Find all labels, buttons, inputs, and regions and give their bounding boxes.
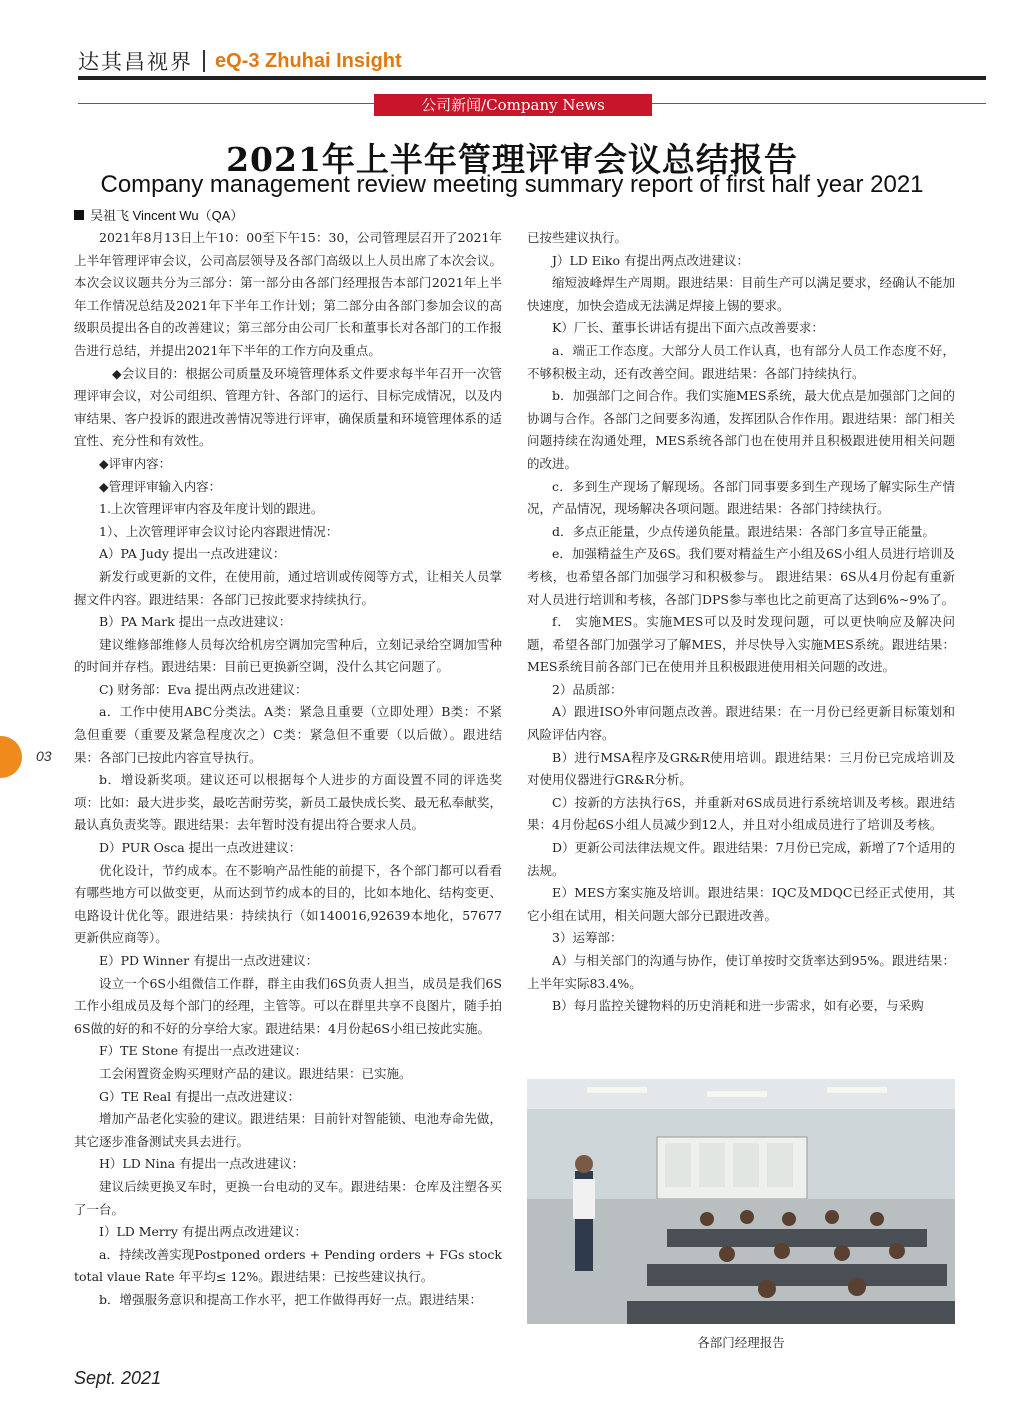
meeting-photo [527,1079,955,1324]
paragraph: c．多到生产现场了解现场。各部门同事要多到生产现场了解实际生产情况，产品情况，现场解决各项问题。跟进结果：各部门持续执行。 [527,478,955,517]
brand-separator [203,50,205,72]
paragraph: b．加强部门之间合作。我们实施MES系统，最大优点是加强部门之间的协调与合作。各部门之间要多沟通，发挥团队合作作用。跟进结果：部门相关问题持续在沟通处理，MES系统各部门也在使用并且积极跟进使用相关问题的改进。 [527,388,955,471]
footer-date: Sept. 2021 [74,1368,162,1388]
paragraph: 1）、上次管理评审会议讨论内容跟进情况： [99,523,339,539]
paragraph: e．加强精益生产及6S。我们要对精益生产小组及6S小组人员进行培训及考核，也希望各部门加强学习和积极参与。 跟进结果：6S从4月份起有重新对人员进行培训和考核，各部门DPS参与率也比之前更高了达到6%~9%了。 [527,546,955,607]
article-title-cn: 2021年上半年管理评审会议总结报告 [226,140,798,179]
paragraph: D）更新公司法律法规文件。跟进结果：7月份已完成，新增了7个适用的法规。 [527,840,955,878]
paragraph: a．工作中使用ABC分类法。A类：紧急且重要（立即处理）B类：不紧急但重要（重要及紧急程度次之）C类：紧急但不重要（以后做）。跟进结果：各部门已按此内容宣导执行。 [74,704,502,765]
paragraph: ◆评审内容： [99,455,172,471]
paragraph: b．增设新奖项。建议还可以根据每个人进步的方面设置不同的评选奖项：比如：最大进步奖，最吃苦耐劳奖，新员工最快成长奖、最无私奉献奖，最认真负责奖等。跟进结果：去年暂时没有提出符合要求人员。 [74,772,502,833]
paragraph: 建议维修部维修人员每次给机房空调加完雪种后，立刻记录给空调加雪种的时间并存档。跟进结果：目前已更换新空调，没什么其它问题了。 [74,636,502,675]
paragraph: 增加产品老化实验的建议。跟进结果：目前针对智能锁、电池寿命先做，其它逐步准备测试夹具去进行。 [74,1111,502,1149]
paragraph: 设立一个6S小组微信工作群，群主由我们6S负责人担当，成员是我们6S工作小组成员及每个部门的经理，主管等。可以在群里共享不良图片，随手拍6S做的好的和不好的分享给大家。跟进结果：4月份起6S小组已按此实施。 [74,975,502,1036]
paragraph: 2021年8月13日上午10：00至下午15：30，公司管理层召开了2021年上半年管理评审会议，公司高层领导及各部门高级以上人员出席了本次会议。本次会议议题共分为三部分：第一部分由各部门经理报告本部门2021年上半年工作情况总结及2021年下半年工作计划；第二部分由各部门参加会议的高级职员提出各自的改善建议；第三部分由公司厂长和董事长对各部门的工作报告进行总结，并提出2021年下半年的工作方向及重点。 [74,230,502,358]
header-rule [78,76,986,80]
paragraph: E）MES方案实施及培训。跟进结果：IQC及MDQC已经正式使用，其它小组在试用，相关问题大部分已跟进改善。 [527,885,955,923]
paragraph: I）LD Merry 有提出两点改进建议： [99,1224,307,1240]
paragraph: K）厂长、董事长讲话有提出下面六点改善要求： [552,320,824,336]
paragraph: F）TE Stone 有提出一点改进建议： [99,1043,308,1059]
paragraph: 已按些建议执行。 [527,230,628,245]
paragraph: H）LD Nina 有提出一点改进建议： [99,1156,305,1172]
paragraph: C）按新的方法执行6S，并重新对6S成员进行系统培训及考核。跟进结果：4月份起6S小组人员减少到12人，并且对小组成员进行了培训及考核。 [527,794,955,833]
paragraph: a．端正工作态度。大部分人员工作认真，也有部分人员工作态度不好，不够积极主动，还有改善空间。跟进结果：各部门持续执行。 [527,342,955,381]
paragraph: C) 财务部：Eva 提出两点改进建议： [99,681,308,697]
paragraph: 缩短波峰焊生产周期。跟进结果：目前生产可以满足要求，经确认不能加快速度，加快会造成无法满足焊接上锡的要求。 [527,275,955,313]
paragraph: B）每月监控关键物料的历史消耗和进一步需求，如有必要，与采购 [552,998,924,1014]
paragraph: B）进行MSA程序及GR&R使用培训。跟进结果：三月份已完成培训及对使用仪器进行GR&R分析。 [527,749,955,788]
masthead [78,44,402,78]
paragraph: b．增强服务意识和提高工作水平，把工作做得再好一点。跟进结果： [99,1291,483,1307]
paragraph: A）跟进ISO外审问题点改善。跟进结果：在一月份已经更新目标策划和风险评估内容。 [527,704,955,743]
author-line [74,205,243,224]
meeting-room-illustration [527,1079,955,1324]
square-bullet-icon [74,210,84,220]
paragraph: D）PUR Osca 提出一点改进建议： [99,840,302,856]
paragraph: 2）品质部： [552,681,623,697]
paragraph: ◆会议目的：根据公司质量及环境管理体系文件要求每半年召开一次管理评审会议，对公司组织、管理方针、各部门的运行、目标完成情况，以及内审结果、客户投诉的跟进改善情况等进行评审，确保质量和环境管理体系的适宜性、充分性和有效性。 [74,365,502,449]
paragraph: 优化设计，节约成本。在不影响产品性能的前提下，各个部门都可以看看有哪些地方可以做变更，从而达到节约成本的目的，比如本地化、结构变更、电路设计优化等。跟进结果：持续执行（如140016,92639本地化，57677更新供应商等）。 [74,862,502,946]
paragraph: A）PA Judy 提出一点改进建议： [99,546,286,562]
article-title-en: Company management review meeting summary report of first half year 2021 [100,171,924,198]
left-column [74,227,502,1312]
paragraph: 工会闲置资金购买理财产品的建议。跟进结果：已实施。 [99,1065,412,1081]
photo-caption: 各部门经理报告 [697,1335,785,1350]
paragraph: E）PD Winner 有提出一点改进建议： [99,953,319,968]
section-tag: 公司新闻/Company News [374,94,652,116]
paragraph: 建议后续更换叉车时，更换一台电动的叉车。跟进结果：仓库及注塑各买了一台。 [74,1178,502,1217]
paragraph: d．多点正能量，少点传递负能量。跟进结果：各部门多宣导正能量。 [552,523,936,539]
paragraph: f． 实施MES。实施MES可以及时发现问题，可以更快响应及解决问题，希望各部门加强学习了解MES，并尽快导入实施MES系统。跟进结果：MES系统目前各部门已在使用并且积极跟进使用相关问题的改进。 [527,614,955,675]
paragraph: J）LD Eiko 有提出两点改进建议： [552,252,750,268]
right-column [527,227,955,1018]
paragraph: a．持续改善实现Postponed orders + Pending orders + FGs stock total vlaue Rate 年平均≤ 12%。跟进结果：已按些建议执行。 [74,1246,502,1285]
paragraph: A）与相关部门的沟通与协作，使订单按时交货率达到95%。跟进结果：上半年实际83.4%。 [527,953,955,991]
page-number: 03 [36,748,52,764]
paragraph: 新发行或更新的文件，在使用前，通过培训或传阅等方式，让相关人员掌握文件内容。跟进结果：各部门已按此要求持续执行。 [74,568,502,607]
paragraph: 1.上次管理评审内容及年度计划的跟进。 [99,501,324,517]
paragraph: 3）运筹部： [552,930,623,946]
paragraph: ◆管理评审输入内容： [99,478,222,494]
page-tab [0,736,22,778]
author-name: 吴祖飞 Vincent Wu（QA） [90,208,244,223]
paragraph: G）TE Real 有提出一点改进建议： [99,1088,301,1104]
brand-en: eQ-3 Zhuhai Insight [215,49,402,72]
brand-cn: 达其昌视界 [78,50,193,74]
paragraph: B）PA Mark 提出一点改进建议： [99,614,292,630]
